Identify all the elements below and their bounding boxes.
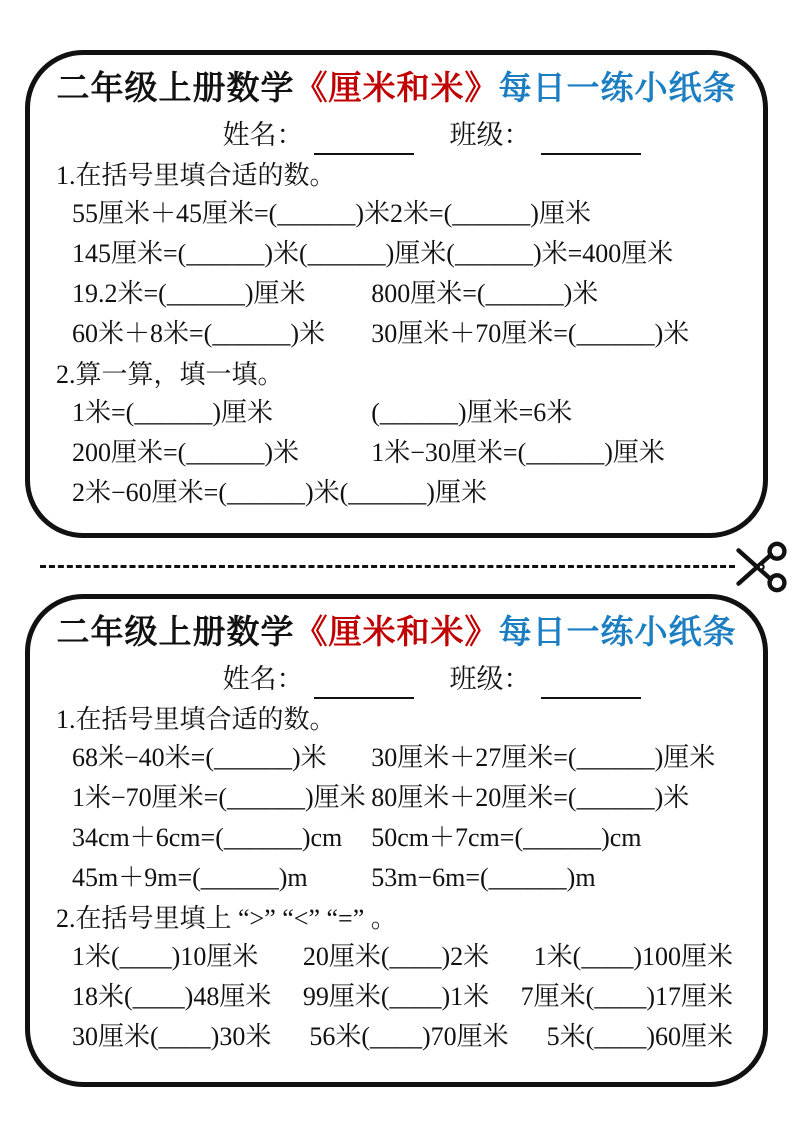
card2-class-blank [541, 665, 641, 699]
card2-name-blank [314, 665, 414, 699]
problem: 1米(____)10厘米 [72, 942, 259, 971]
card1-class-blank [541, 121, 641, 155]
card1-name-label: 姓名： [222, 120, 304, 150]
card2-title-course: 二年级上册数学 [56, 613, 295, 650]
problem: 2米−60厘米=(______)米(______)厘米 [72, 478, 487, 507]
card2-section2-heading: 2.在括号里填上 “>” “<” “=” 。 [56, 904, 397, 933]
problem: 1米−70厘米=(______)厘米 [72, 783, 366, 812]
problem: 68米−40米=(______)米 [72, 743, 327, 772]
card2-s1-row4 [56, 858, 737, 898]
card1-s1-row2 [56, 234, 737, 274]
problem: 2米=(______)厘米 [389, 199, 591, 228]
problem: 1米=(______)厘米 [72, 398, 273, 427]
card1-s2-row3 [56, 473, 737, 513]
problem: (______)厘米=6米 [371, 398, 573, 427]
problem: 20厘米(____)2米 [302, 942, 490, 971]
problem: 56米(____)70厘米 [309, 1022, 509, 1051]
card2-title-series: 每日一练小纸条 [498, 613, 737, 650]
worksheet-card-1 [25, 50, 768, 538]
card1-section1-heading: 1.在括号里填合适的数。 [56, 161, 336, 190]
card1-s2-row1 [56, 393, 737, 433]
scissors-icon [735, 539, 791, 595]
problem: 34cm＋6cm=(______)cm [72, 823, 343, 852]
problem: 60米＋8米=(______)米 [72, 319, 325, 348]
problem: 1米−30厘米=(______)厘米 [371, 438, 665, 467]
card2-s2-row1 [56, 937, 737, 977]
card1-class-label: 班级： [449, 120, 531, 150]
problem: 55厘米＋45厘米=(______)米 [72, 199, 390, 228]
problem: 800厘米=(______)米 [371, 279, 599, 308]
card2-s1-row1 [56, 738, 737, 778]
card2-title [56, 609, 737, 655]
card1-s1-row4 [56, 314, 737, 354]
card2-title-topic: 《厘米和米》 [294, 613, 499, 650]
card2-s1-row3 [56, 818, 737, 858]
problem: 99厘米(____)1米 [302, 982, 490, 1011]
card2-s1-row2 [56, 778, 737, 818]
card1-title-series: 每日一练小纸条 [498, 69, 737, 106]
card1-title [56, 65, 737, 111]
problem: 80厘米＋20厘米=(______)米 [371, 783, 690, 812]
problem: 18米(____)48厘米 [72, 982, 272, 1011]
card1-name-blank [314, 121, 414, 155]
problem: 50cm＋7cm=(______)cm [371, 823, 642, 852]
card2-section1-heading: 1.在括号里填合适的数。 [56, 705, 336, 734]
problem: 19.2米=(______)厘米 [72, 279, 306, 308]
card2-class-label: 班级： [449, 664, 531, 694]
problem: (______)米=400厘米 [446, 239, 674, 268]
problem: 145厘米=(______)米(______)厘米 [72, 239, 447, 268]
card1-title-course: 二年级上册数学 [56, 69, 295, 106]
dashed-cut-line [40, 565, 735, 568]
card2-s2-row3 [56, 1017, 737, 1057]
card2-name-class-row [56, 655, 737, 699]
problem: 200厘米=(______)米 [72, 438, 299, 467]
problem: 30厘米＋70厘米=(______)米 [371, 319, 690, 348]
card1-name-class-row [56, 111, 737, 155]
card2-s2-row2 [56, 977, 737, 1017]
problem: 45m＋9m=(______)m [72, 863, 308, 892]
card1-s2-row2 [56, 433, 737, 473]
worksheet-card-2 [25, 594, 768, 1087]
problem: 30厘米＋27厘米=(______)厘米 [371, 743, 716, 772]
card1-s1-row1 [56, 194, 737, 234]
card1-s1-row3 [56, 274, 737, 314]
problem: 30厘米(____)30米 [72, 1022, 272, 1051]
problem: 53m−6m=(______)m [371, 863, 596, 892]
problem: 1米(____)100厘米 [533, 942, 733, 971]
card1-section2-heading: 2.算一算，填一填。 [56, 360, 284, 389]
problem: 5米(____)60厘米 [546, 1022, 733, 1051]
card1-title-topic: 《厘米和米》 [294, 69, 499, 106]
card2-name-label: 姓名： [222, 664, 304, 694]
problem: 7厘米(____)17厘米 [520, 982, 733, 1011]
cut-divider [0, 551, 793, 591]
